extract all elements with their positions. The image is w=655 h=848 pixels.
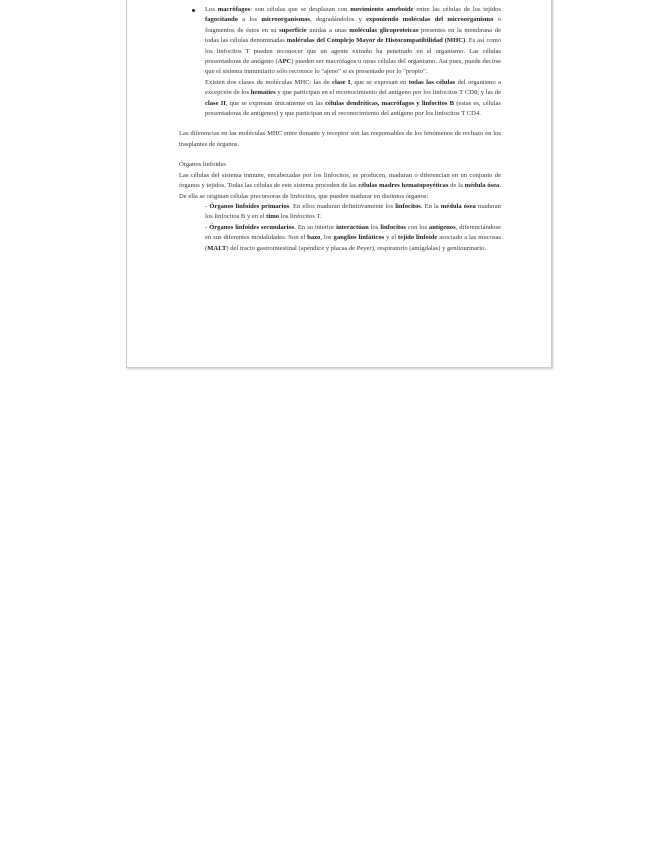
macrophage-bullet bbox=[179, 5, 501, 119]
section-title: Órganos linfoides bbox=[179, 161, 226, 169]
primary-organs-item: - Órganos linfoides primarios. En ellos maduran definitivamente los linfocitos. En la médula ósea maduran los linfocitos B y en el timo los linfocitos T. bbox=[205, 202, 501, 221]
document-page bbox=[126, 0, 552, 368]
secondary-organs-item: - Órganos linfoides secundarios. En su interior interactúan los linfocitos con los antígenos, diferenciándose en sus diferentes modalidades. Son el bazo, los ganglios linfáticos y el tejido linfoide asociado a las mucosas (MALT) del tracto gastrointestinal (apéndice y placas de Peyer), respiratorio (amígdalas) y genitourinario. bbox=[205, 223, 501, 252]
bullet-icon bbox=[192, 9, 195, 12]
page-content bbox=[179, 5, 501, 254]
lymphoid-intro-paragraph: Las células del sistema inmune, encabezadas por los linfocitos, se producen, maduran o diferencian en un conjunto de órganos y tejidos. Todas las células de este sistema proceden de las células madres hematopoyéticas de la médula ósea. De ella se originan células precursoras de linfocitos, que pueden madurar en distintos órganos: bbox=[179, 171, 502, 200]
macrophage-paragraph: Los macrófagos: son células que se desplazan con movimiento ameboide entre las células de los tejidos fagocitando a los microorganismos, degradándolos y exponiendo moléculas del microorganismo o fragmentos de éstos en su superficie unidas a unas moléculas glicoproteicas presentes en la membrana de todas las células denominadas moléculas del Complejo Mayor de Histocompatibilidad (MHC). Es así como los linfocitos T pueden reconocer que un agente extraño ha penetrado en el organismo. Las células presentadoras de antígeno (APC) pueden ser macrófagos u otras células del organismo. Así pues, puede decirse que el sistema inmunitario sólo reconoce lo "ajeno" si es presentado por lo "propio". bbox=[205, 6, 502, 76]
mhc-classes-paragraph: Existen dos clases de moléculas MHC: las de clase I, que se expresan en todas las células del organismo a excepción de los hematíes y que participan en el reconocimiento del antígeno por los linfocitos T CD8; y las de clase II, que se expresan únicamente en las células dendríticas, macrófagos y linfocitos B (estas es, células presentadoras de antígenos) y que participan en el reconocimiento del antígeno por los linfocitos T CD4. bbox=[205, 78, 502, 118]
mhc-rejection-paragraph: Las diferencias en las moléculas MHC entre donante y receptor son las responsables de los fenómenos de rechazo en los trasplantes de órganos. bbox=[179, 130, 501, 148]
